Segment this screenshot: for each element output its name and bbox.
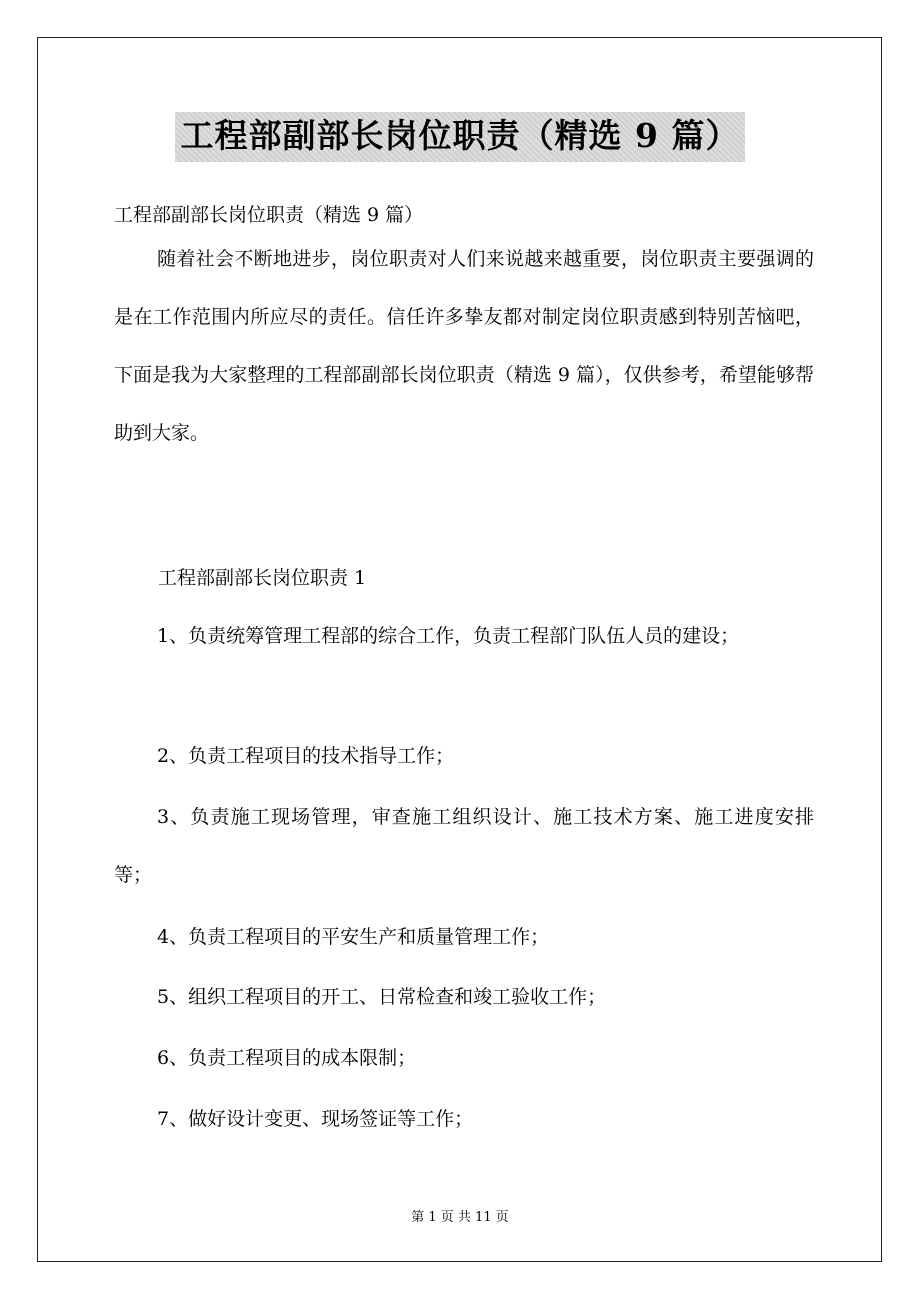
list-item: 2、负责工程项目的技术指导工作；	[157, 745, 455, 767]
list-item: 6、负责工程项目的成本限制；	[157, 1047, 417, 1069]
list-item: 4、负责工程项目的平安生产和质量管理工作；	[157, 926, 550, 948]
list-item: 1、负责统筹管理工程部的综合工作，负责工程部门队伍人员的建设；	[157, 625, 740, 647]
intro-paragraph: 随着社会不断地进步，岗位职责对人们来说越来越重要，岗位职责主要强调的是在工作范围内所应尽的责任。信任许多挚友都对制定岗位职责感到特别苦恼吧，下面是我为大家整理的工程部副部长岗位职责（精选 9 篇），仅供参考，希望能够帮助到大家。	[114, 248, 814, 444]
document-subtitle: 工程部副部长岗位职责（精选 9 篇）	[114, 204, 424, 226]
list-item: 3、负责施工现场管理，审查施工组织设计、施工技术方案、施工进度安排等；	[114, 806, 814, 886]
list-item: 5、组织工程项目的开工、日常检查和竣工验收工作；	[157, 986, 607, 1008]
list-item: 7、做好设计变更、现场签证等工作；	[157, 1108, 474, 1130]
page-footer: 第 1 页 共 11 页	[411, 1210, 509, 1225]
document-title: 工程部副部长岗位职责（精选 9 篇）	[175, 112, 746, 162]
section-heading: 工程部副部长岗位职责 1	[158, 567, 367, 589]
title-container	[0, 112, 920, 162]
